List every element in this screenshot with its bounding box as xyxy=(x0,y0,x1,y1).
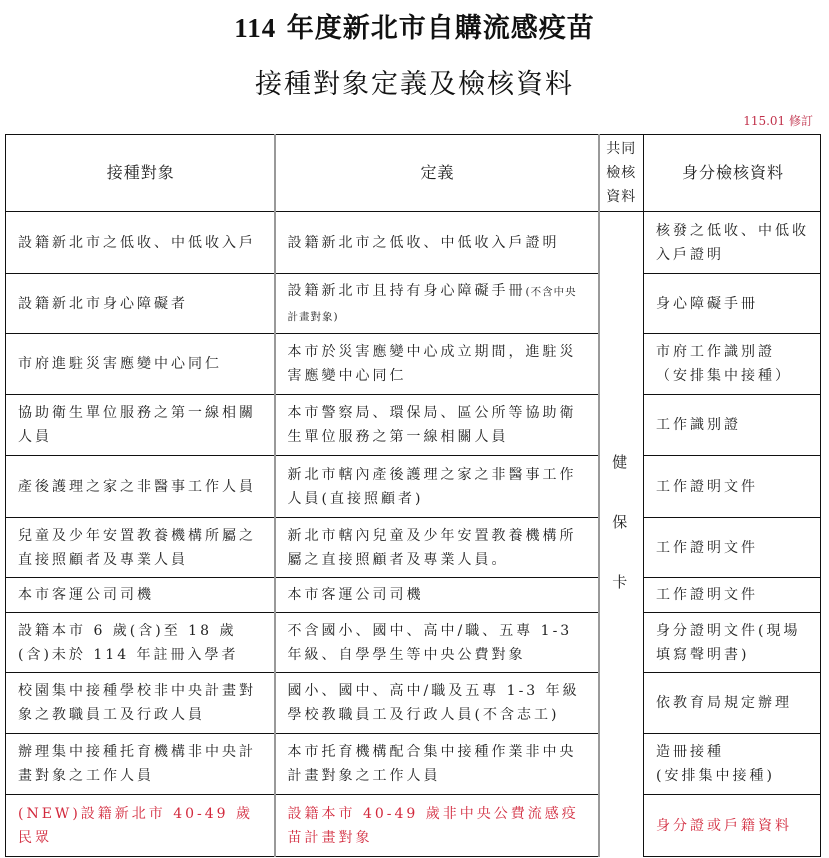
definition-cell: 本市托育機構配合集中接種作業非中央計畫對象之工作人員 xyxy=(275,734,599,795)
target-cell: 設籍本市 6 歲(含)至 18 歲(含)未於 114 年註冊入學者 xyxy=(6,613,275,673)
eligibility-table xyxy=(5,134,821,857)
definition-cell: 不含國小、國中、高中/職、五專 1-3 年級、自學學生等中央公費對象 xyxy=(275,613,599,673)
identity-cell: 工作證明文件 xyxy=(644,578,821,613)
document-title-line2: 接種對象定義及檢核資料 xyxy=(255,69,574,100)
document-title-line1 xyxy=(0,6,829,45)
identity-cell: 身心障礙手冊 xyxy=(644,274,821,334)
definition-cell: 設籍本市 40-49 歲非中央公費流感疫苗計畫對象 xyxy=(275,795,599,857)
target-cell: 設籍新北市之低收、中低收入戶 xyxy=(6,212,275,274)
common-check-char: 保 xyxy=(612,513,631,531)
identity-cell: 身分證或戶籍資料 xyxy=(644,795,821,857)
table-row xyxy=(6,518,821,578)
header-definition: 定義 xyxy=(275,135,599,212)
table-row xyxy=(6,673,821,734)
target-cell: 協助衛生單位服務之第一線相關人員 xyxy=(6,395,275,456)
target-cell: 產後護理之家之非醫事工作人員 xyxy=(6,456,275,518)
definition-cell: 新北市轄內兒童及少年安置教養機構所屬之直接照顧者及專業人員。 xyxy=(275,518,599,578)
identity-cell: 工作識別證 xyxy=(644,395,821,456)
definition-cell: 設籍新北市之低收、中低收入戶證明 xyxy=(275,212,599,274)
target-cell: 本市客運公司司機 xyxy=(6,578,275,613)
table-row xyxy=(6,578,821,613)
target-cell: (NEW)設籍新北市 40-49 歲民眾 xyxy=(6,795,275,857)
identity-cell: 核發之低收、中低收入戶證明 xyxy=(644,212,821,274)
target-cell: 兒童及少年安置教養機構所屬之直接照顧者及專業人員 xyxy=(6,518,275,578)
definition-cell: 設籍新北市且持有身心障礙手冊(不含中央計畫對象) xyxy=(275,274,599,334)
table-row xyxy=(6,456,821,518)
identity-cell: 工作證明文件 xyxy=(644,456,821,518)
title-year: 114 xyxy=(234,13,277,43)
table-row xyxy=(6,274,821,334)
target-cell: 設籍新北市身心障礙者 xyxy=(6,274,275,334)
common-check-cell xyxy=(599,212,644,857)
target-cell: 市府進駐災害應變中心同仁 xyxy=(6,334,275,395)
definition-cell: 國小、國中、高中/職及五專 1-3 年級學校教職員工及行政人員(不含志工) xyxy=(275,673,599,734)
header-common: 共同檢核資料 xyxy=(599,135,644,212)
revision-note: 115.01 修訂 xyxy=(743,114,813,128)
table-row xyxy=(6,395,821,456)
header-target: 接種對象 xyxy=(6,135,275,212)
target-cell: 校園集中接種學校非中央計畫對象之教職員工及行政人員 xyxy=(6,673,275,734)
table-row xyxy=(6,613,821,673)
title-line1-text: 年度新北市自購流感疫苗 xyxy=(276,13,595,44)
table-row xyxy=(6,734,821,795)
table-header-row xyxy=(6,135,821,212)
definition-cell: 本市於災害應變中心成立期間，進駐災害應變中心同仁 xyxy=(275,334,599,395)
definition-cell: 本市警察局、環保局、區公所等協助衛生單位服務之第一線相關人員 xyxy=(275,395,599,456)
table-row xyxy=(6,212,821,274)
identity-cell: 工作證明文件 xyxy=(644,518,821,578)
definition-cell: 本市客運公司司機 xyxy=(275,578,599,613)
identity-cell: 市府工作識別證 （安排集中接種） xyxy=(644,334,821,395)
table-row xyxy=(6,334,821,395)
definition-note: (不含中央計畫對象) xyxy=(287,285,577,323)
target-cell: 辦理集中接種托育機構非中央計畫對象之工作人員 xyxy=(6,734,275,795)
definition-cell: 新北市轄內產後護理之家之非醫事工作人員(直接照顧者) xyxy=(275,456,599,518)
identity-cell: 身分證明文件(現場填寫聲明書) xyxy=(644,613,821,673)
identity-cell: 依教育局規定辦理 xyxy=(644,673,821,734)
common-check-char: 卡 xyxy=(612,573,631,591)
common-check-char: 健 xyxy=(612,453,631,471)
identity-cell: 造冊接種 (安排集中接種) xyxy=(644,734,821,795)
header-identity: 身分檢核資料 xyxy=(644,135,821,212)
table-row xyxy=(6,795,821,857)
